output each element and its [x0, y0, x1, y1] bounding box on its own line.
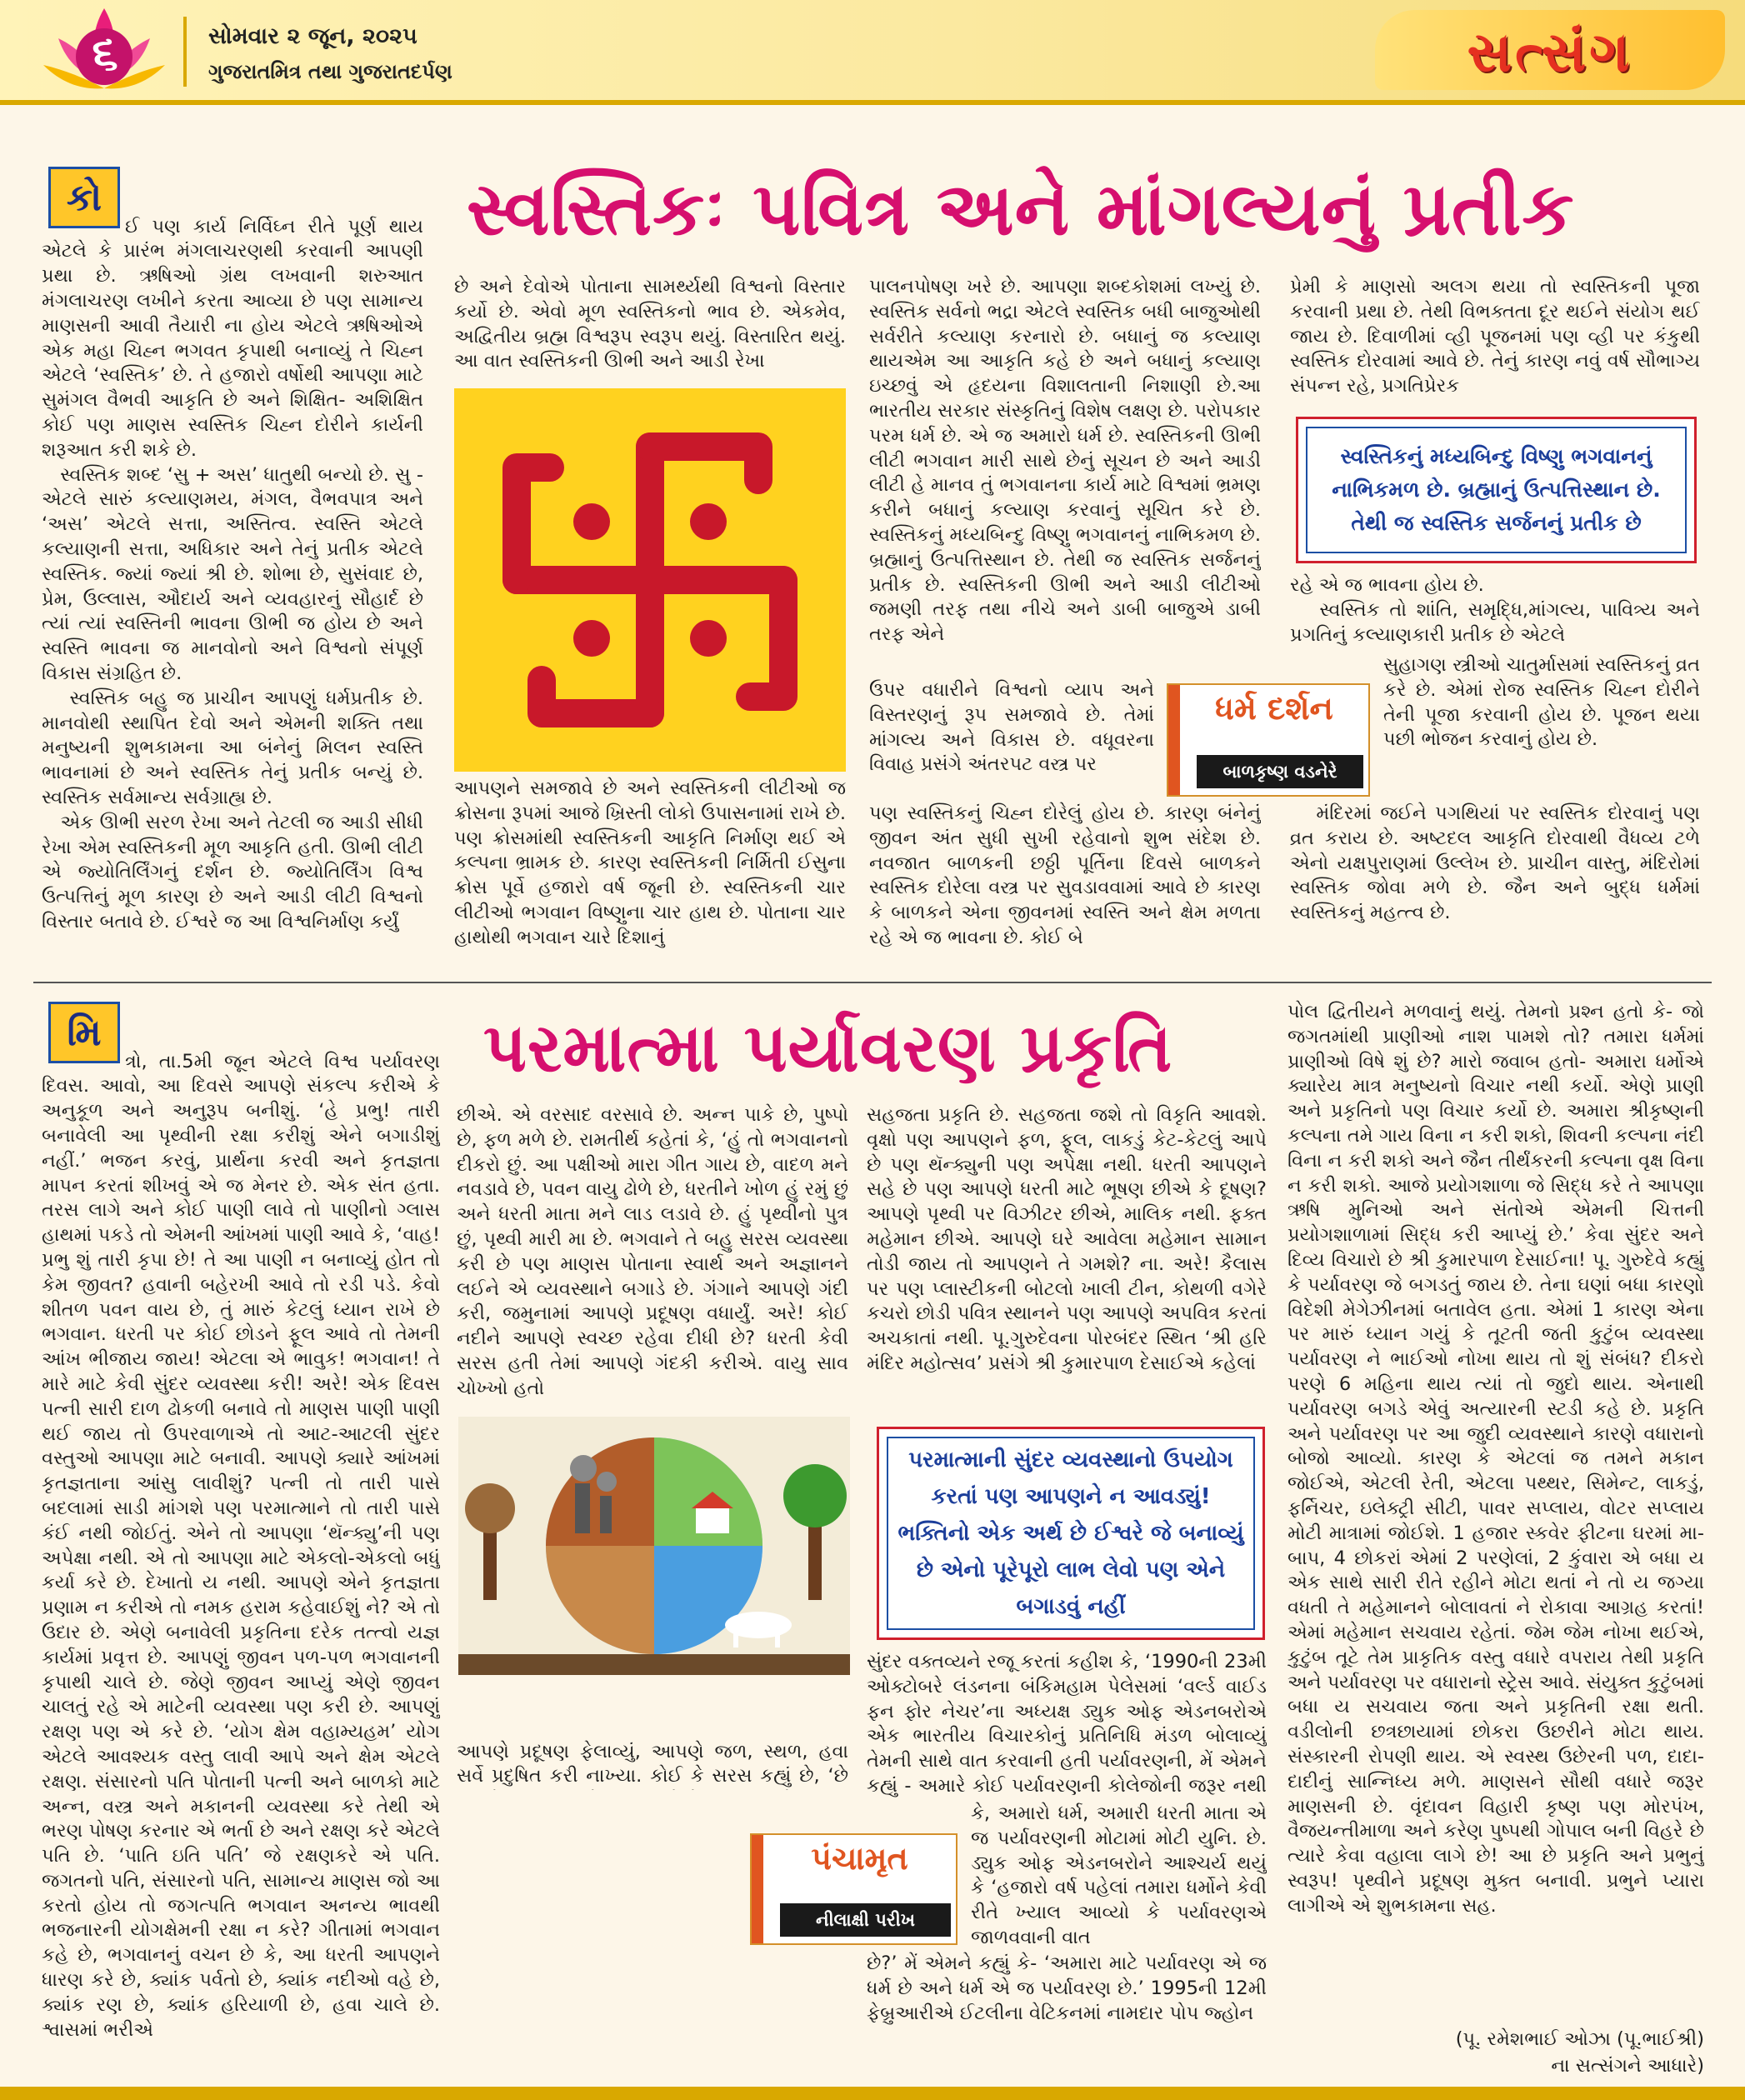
column-name: પંચામૃત	[811, 1840, 908, 1877]
pull-quote-text: પરમાત્માની સુંદર વ્યવસ્થાનો ઉપયોગ કરતાં પણ આપણને ન આવડ્યું! ભક્તિનો એક અર્થ છે ઈશ્વરે જે બનાવ્યું છે એનો પૂરેપૂરો લાભ લેવો પણ એને બગાડવું નહીં	[887, 1437, 1255, 1630]
article1-col1-text: ઈ પણ કાર્ય નિર્વિઘ્ન રીતે પૂર્ણ થાય એટલે કે પ્રારંભ મંગલાચરણથી કરવાની આપણી પ્રથા છે. ઋષિઓ ગ્રંથ લખવાની શરુઆત મંગલાચરણ લખીને કરતા આવ્યા છે પણ સામાન્ય માણસની આવી તૈયારી ના હોય એટલે ઋષિઓએ એક મહા ચિહ્ન ભગવત કૃપાથી બનાવ્યું તે ચિહ્ન એટલે ‘સ્વસ્તિક’ છે. તે હજારો વર્ષોથી આપણા માટે સુમંગલ વૈભવી આકૃતિ છે અને શિક્ષિત- અશિક્ષિત કોઈ પણ માણસ સ્વસ્તિક ચિહ્ન દોરીને કાર્યની શરૂઆત કરી શકે છે. સ્વસ્તિક શબ્દ ‘સુ + અસ’ ધાતુથી બન્યો છે. સુ - એટલે સારું કલ્યાણમય, મંગલ, વૈભવપાત્ર અને ‘અસ’ એટલે સત્તા, અસ્તિત્વ. સ્વસ્તિ એટલે કલ્યાણની સત્તા, અધિકાર અને તેનું પ્રતીક એટલે સ્વસ્તિક. જ્યાં જ્યાં શ્રી છે. શોભા છે, સુસંવાદ છે, પ્રેમ, ઉલ્લાસ, ઔદાર્ય અને વ્યવહારનું સૌહાર્દ છે ત્યાં ત્યાં સ્વસ્તિની ભાવના ઊભી જ હોય છે અને સ્વસ્તિ ભાવના જ માનવોનો અને વિશ્વનો સંપૂર્ણ વિકાસ સંગ્રહિત છે. સ્વસ્તિક બહુ જ પ્રાચીન આપણું ધર્મપ્રતીક છે. માનવોથી સ્થાપિત દેવો અને એમની શક્તિ તથા મનુષ્યની શુભકામના આ બંનેનું મિલન સ્વસ્તિ ભાવનામાં છે અને સ્વસ્તિક તેનું પ્રતીક બન્યું છે. સ્વસ્તિક સર્વમાન્ય સર્વગ્રાહ્ય છે. એક ઊભી સરળ રેખા અને તેટલી જ આડી સીધી રેખા એમ સ્વસ્તિકની મૂળ આકૃતિ હતી. ઊભી લીટી એ જ્યોતિર્લિંગનું દર્શન છે. જ્યોતિર્લિંગ વિશ્વ ઉત્પત્તિનું મૂળ કારણ છે અને આડી લીટી વિશ્વનો વિસ્તાર બતાવે છે. ઈશ્વરે જ આ વિશ્વનિર્માણ કર્યું	[42, 215, 423, 932]
signature-line2: ના સત્સંગને આધારે)	[1551, 2055, 1704, 2077]
article2-col2-bottom-a	[457, 1690, 848, 1790]
article2-col2-top: છીએ. એ વરસાદ વરસાવે છે. અન્ન પાકે છે, પુષ્પો છે, ફળ મળે છે. રામતીર્થ કહેતાં કે, ‘હું તો ભગવાનનો દીકરો છું. આ પક્ષીઓ મારા ગીત ગાય છે, વાદળ મને નવડાવે છે, પવન વાયુ ઢોળે છે, ધરતીને ખોળ હું રમું છું અને ધરતી માતા મને લાડ લડાવે છે. હું પૃથ્વીનો પુત્ર છું, પૃથ્વી મારી મા છે. ભગવાને તે બહુ સરસ વ્યવસ્થા કરી છે પણ માણસ પોતાના સ્વાર્થ અને અજ્ઞાનને લઈને એ વ્યવસ્થાને બગાડે છે. ગંગાને આપણે ગંદી કરી, જમુનામાં આપણે પ્રદૂષણ વધાર્યું. અરે! કોઈ નદીને આપણે સ્વચ્છ રહેવા દીધી છે? ધરતી કેવી સરસ હતી તેમાં આપણે ગંદકી કરીએ. વાયુ સાવ ચોખ્ખો હતો	[457, 1104, 848, 1399]
article2-col1	[42, 1000, 440, 2083]
badge-accent	[1168, 685, 1180, 795]
article1-col4-wrap: સુહાગણ સ્ત્રીઓ ચાતુર્માસમાં સ્વસ્તિકનું વ્રત કરે છે. એમાં રોજ સ્વસ્તિક ચિહ્ન દોરીને તેની પૂજા કરવાની હોય છે. પૂજન થયા પછી ભોજન કરવાનું હોય છે.	[1383, 654, 1700, 751]
article1-col2-top: છે અને દેવોએ પોતાના સામર્થ્યથી વિશ્વનો વિસ્તાર કર્યો છે. એવો મૂળ સ્વસ્તિકનો ભાવ છે. એકમેવ, અદ્વિતીય બ્રહ્મ વિશ્વરૂપ સ્વરૂપ થયું. વિસ્તારિત થયું. આ વાત સ્વસ્તિકની ઊભી અને આડી રેખા	[454, 276, 846, 372]
drop-cap-1: કો	[48, 167, 120, 228]
article1-col4-mid: રહે એ જ ભાવના હોય છે. સ્વસ્તિક તો શાંતિ, સમૃદ્ધિ,માંગલ્ય, પાવિત્ર્ય અને પ્રગતિનું કલ્યાણકારી પ્રતીક છે એટલે	[1290, 574, 1700, 646]
drop-cap-2: મિ	[48, 1002, 120, 1063]
article1-col4-top: પ્રેમી કે માણસો અલગ થયા તો સ્વસ્તિકની પૂજા કરવાની પ્રથા છે. તેથી વિભક્તતા દૂર થઈને સંયોગ થઈ જાય છે. દિવાળીમાં વ્હી પૂજનમાં પણ વ્હી પર કંકુથી સ્વસ્તિક દોરવામાં આવે છે. તેનું કારણ નવું વર્ષ સૌભાગ્ય સંપન્ન રહે, પ્રગતિપ્રેરક	[1290, 276, 1700, 398]
page-number: ૬	[92, 26, 118, 80]
article2-col1-text: ત્રો, તા.5મી જૂન એટલે વિશ્વ પર્યાવરણ દિવસ. આવો, આ દિવસે આપણે સંકલ્પ કરીએ કે અનુકૂળ અને અનુરૂપ બનીશું. ‘હે પ્રભુ! તારી બનાવેલી આ પૃથ્વીની રક્ષા કરીશું એને બગાડીશું નહીં.’ ભજન કરવું, પ્રાર્થના કરવી અને કૃતજ્ઞતા માપન કરતાં શીખવું એ જ મેનર છે. એક સંત હતા. તરસ લાગે અને કોઈ પાણી લાવે તો પાણીનો ગ્લાસ હાથમાં પકડે તો એમની આંખમાં પાણી આવે કે, ‘વાહ! પ્રભુ શું તારી કૃપા છે! તે આ પાણી ન બનાવ્યું હોત તો કેમ જીવત? હવાની બહેરખી આવે તો રડી પડે. કેવો શીતળ પવન વાય છે, તું મારું કેટલું ધ્યાન રાખે છે ભગવાન. ધરતી પર કોઈ છોડને ફૂલ આવે તો તેમની આંખ ભીજાય જાય! એટલા એ ભાવુક! ભગવાન! તે મારે માટે કેવી સુંદર વ્યવસ્થા કરી! અરે! એક દિવસ પત્ની સારી દાળ ઢોકળી બનાવે તો માણસ પાણી પાણી થઈ જાય તો ઉપરવાળાએ તો આટ-આટલી સુંદર વસ્તુઓ આપણા માટે બનાવી. આપણે ક્યારે આંખમાં કૃતજ્ઞતાના આંસુ લાવીશું? પત્ની તો તારી પાસે બદલામાં સાડી માંગશે પણ પરમાત્માને તો તારી પાસે કંઈ નથી જોઈતું. એને તો આપણા ‘થૅન્ક્યુ’ની પણ અપેક્ષા નથી. એ તો આપણા માટે એકલો-એકલો બધું કર્યા કરે છે. દેખાતો ય નથી. આપણે એને કૃતજ્ઞતા પ્રણામ ન કરીએ તો નમક હરામ કહેવાઈશું ને? એ તો ઉદાર છે. એણે બનાવેલી પ્રકૃતિના દરેક તત્ત્વો યજ્ઞ કાર્યમાં પ્રવૃત્ત છે. આપણું જીવન પળ-પળ ભગવાનની કૃપાથી ચાલે છે. જેણે જીવન આપ્યું એણે જીવન ચાલતું રહે એ માટેની વ્યવસ્થા પણ કરી છે. આપણું રક્ષણ પણ એ કરે છે. ‘યોગ ક્ષેમ વહામ્યહમ’ યોગ એટલે આવશ્યક વસ્તુ લાવી આપે અને ક્ષેમ એટલે રક્ષણ. સંસારનો પતિ પોતાની પત્ની અને બાળકો માટે અન્ન, વસ્ત્ર અને મકાનની વ્યવસ્થા કરે તેથી એ ભરણ પોષણ કરનાર એ ભર્તા છે અને રક્ષણ કરે એટલે પતિ છે. ‘પાતિ ઇતિ પતિ’ જે રક્ષણકરે એ પતિ. જગતનો પતિ, સંસારનો પતિ, સામાન્ય માણસ જો આ કરતો હોય તો જગત્પતિ ભગવાન અનન્ય ભાવથી ભજનારની યોગક્ષેમની રક્ષા ન કરે? ગીતામાં ભગવાન કહે છે, ભગવાનનું વચન છે કે, આ ધરતી આપણને ધારણ કરે છે, ક્યાંક પર્વતો છે, ક્યાંક નદીઓ વહે છે, ક્યાંક રણ છે, ક્યાંક હરિયાળી છે, હવા ચાલે છે. શ્વાસમાં ભરીએ	[42, 1050, 440, 2041]
article2-col3-top: સહજતા પ્રકૃતિ છે. સહજતા જશે તો વિકૃતિ આવશે. વૃક્ષો પણ આપણને ફળ, ફૂલ, લાકડું કેટ-કેટલું આપે છે પણ થૅન્ક્યુની પણ અપેક્ષા નથી. ધરતી આપણને સહે છે પણ આપણે ધરતી માટે ભૂષણ છીએ કે દૂષણ? આપણે પૃથ્વી પર વિઝીટર છીએ, માલિક નથી. ફક્ત મહેમાન છીએ. આપણે ઘરે આવેલા મહેમાન સામાન તોડી જાય તો આપણને તે ગમશે? ના. અરે! કૈલાસ પર પણ પ્લાસ્ટીકની બોટલો ખાલી ટીન, કોથળી વગેરે કચરો છોડી પવિત્ર સ્થાનને પણ આપણે અપવિત્ર કરતાં અચકાતાં નથી. પૂ.ગુરુદેવના પોરબંદર સ્થિત ‘શ્રી હરિ મંદિર મહોત્સવ’ પ્રસંગે શ્રી કુમારપાળ દેસાઈએ કહેલાં	[867, 1104, 1267, 1374]
article2-col2-bottom-text: આપણે પ્રદૂષણ ફેલાવ્યું, આપણે જળ, સ્થળ, હવા સર્વે પ્રદુષિત કરી નાખ્યા. કોઈ કે સરસ કહ્યું છે, ‘છે	[457, 1740, 848, 1788]
article1-col3-wrap: ઉપર વધારીને વિશ્વનો વ્યાપ અને વિસ્તરણનું રૂપ સમજાવે છે. તેમાં માંગલ્ય અને વિકાસ છે. વધૂવરના વિવાહ પ્રસંગે અંતરપટ વસ્ત્ર પર	[869, 679, 1154, 776]
article2-title: પરમાત્મા પર્યાવરણ પ્રકૃતિ	[483, 1009, 1173, 1087]
satsang-logo	[1375, 10, 1725, 100]
publication-line: ગુજરાતમિત્ર તથા ગુજરાતદર્પણ	[208, 60, 452, 83]
pull-quote-text: સ્વસ્તિકનું મધ્યબિન્દુ વિષ્ણુ ભગવાનનું નાભિકમળ છે. બ્રહ્માનું ઉત્પત્તિસ્થાન છે. તેથી જ સ્વસ્તિક સર્જનનું પ્રતીક છે	[1306, 427, 1687, 553]
article1-col2-bottom: આપણને સમજાવે છે અને સ્વસ્તિકની લીટીઓ જ ક્રોસના રૂપમાં આજે ખ્રિસ્તી લોકો ઉપાસનામાં રાખે છે. પણ ક્રોસમાંથી સ્વસ્તિકની આકૃતિ નિર્માણ થઈ એ કલ્પના ભ્રામક છે. કારણ સ્વસ્તિકની નિર્મિતી ઈસુના ક્રોસ પૂર્વે હજારો વર્ષ જૂની છે. સ્વસ્તિકની ચાર લીટીઓ ભગવાન વિષ્ણુના ચાર હાથ છે. પોતાના ચાર હાથોથી ભગવાન ચારે દિશાનું	[454, 778, 846, 948]
date-line: સોમવાર ૨ જૂન, ૨૦૨૫	[208, 23, 418, 49]
article1-col3-bottom: પણ સ્વસ્તિકનું ચિહ્ન દોરેલું હોય છે. કારણ બંનેનું જીવન અંત સુધી સુખી રહેવાનો શુભ સંદેશ છે. નવજાત બાળકની છઠ્ઠી પૂર્તિના દિવસે બાળકને સ્વસ્તિક દોરેલા વસ્ત્ર પર સુવડાવવામાં આવે છે કારણ કે બાળકને એના જીવનમાં સ્વસ્તિ અને ક્ષેમ મળતા રહે એ જ ભાવના છે. કોઈ બે	[869, 802, 1261, 948]
signature-line1: (પૂ. રમેશભાઈ ઓઝા (પૂ.ભાઈશ્રી)	[1455, 2028, 1704, 2050]
section-divider	[33, 982, 1712, 983]
article1-title: સ્વસ્તિકઃ પવિત્ર અને માંગલ્યનું પ્રતીક	[467, 166, 1575, 252]
column-name: ધર્મ દર્શન	[1215, 690, 1333, 727]
footer-strip	[0, 2087, 1745, 2100]
author-name: નીલાક્ષી પરીખ	[780, 1903, 951, 1937]
author-name: બાળકૃષ્ણ વડનેરે	[1197, 755, 1363, 788]
article2-col4: પોલ દ્વિતીયને મળવાનું થયું. તેમનો પ્રશ્ન હતો કે- જો જગતમાંથી પ્રાણીઓ નાશ પામશે તો? તમારા ધર્મમાં પ્રાણીઓ વિષે શું છે? મારો જવાબ હતો- અમારા ધર્મોએ ક્યારેય માત્ર મનુષ્યનો વિચાર નથી કર્યો. એણે પ્રાણી અને પ્રકૃતિનો પણ વિચાર કર્યો છે. અમારા શ્રીકૃષ્ણની કલ્પના તમે ગાય વિના ન કરી શકો, શિવની કલ્પના નંદી વિના ન કરી શકો અને જૈન તીર્થંકરની કલ્પના વૃક્ષ વિના ન કરી શકો. આજે પ્રયોગશાળા જે સિદ્ધ કરે તે આપણા ઋષિ મુનિઓ અને સંતોએ એમની ચિત્તની પ્રયોગશાળામાં સિદ્ધ કરી આપ્યું છે.’ કેવા સુંદર અને દિવ્ય વિચારો છે શ્રી કુમારપાળ દેસાઈના! પૂ. ગુરુદેવે કહ્યું કે પર્યાવરણ જે બગડતું જાય છે. તેના ઘણાં બધા કારણો વિદેશી મેગેઝીનમાં બતાવેલ હતા. એમાં 1 કારણ એના પર મારું ધ્યાન ગયું કે તૂટતી જતી કુટુંબ વ્યવસ્થા પર્યાવરણ ને ભાઈઓ નોખા થાય તો શું સંબંધ? દીકરો પરણે 6 મહિના થાય ત્યાં તો જુદો થાય. એનાથી પર્યાવરણ બગડે એવું અત્યારની સ્ટડી કહે છે. પ્રકૃતિ અને પર્યાવરણ પર આ જુદી વ્યવસ્થાને કારણે વધારાનો બોજો આવ્યો. કારણ કે એટલાં જ તમને મકાન જોઈએ, એટલી રેતી, એટલા પથ્થર, સિમેન્ટ, લાકડું, ફર્નિચર, ઇલેક્ટ્રી સીટી, પાવર સપ્લાય, વોટર સપ્લાય મોટી માત્રામાં જોઈશે. 1 હજાર સ્કવેર ફીટના ઘરમાં મા-બાપ, 4 છોકરાં એમાં 2 પરણેલાં, 2 કુંવારા એ બધા ય એક સાથે સારી રીતે રહીને મોટા થતાં ને તો ય જગ્યા વધતી તે મહેમાનને બોલાવતાં ને રોકાવા આગ્રહ કરતાં! એમાં મહેમાન સચવાય રહેતાં. જેમ જેમ નોખા થઈએ, કુટુંબ તૂટે તેમ પ્રાકૃતિક વસ્તુ વધારે વપરાય તેથી પ્રકૃતિ અને પર્યાવરણ પર વધારાનો સ્ટ્રેસ આવે. સંયુક્ત કુટુંબમાં બધા ય સચવાય જતા અને પ્રકૃતિની રક્ષા થતી. વડીલોની છત્રછાયામાં છોકરા ઉછરીને મોટા થાય. સંસ્કારની રોપણી થાય. એ સ્વસ્થ ઉછેરની પળ, દાદા-દાદીનું સાન્નિધ્ય મળે. માણસને સૌથી વધારે જરૂર માણસની છે. વૃંદાવન વિહારી કૃષ્ણ પણ મોરપંખ, વૈજયન્તીમાળા અને કરેણ પુષ્પથી ગોપાલ બની વિહરે છે ત્યારે કેવા વહાલા લાગે છે! આ છે પ્રકૃતિ અને પ્રભુનું સ્વરૂપ! પૃથ્વીને પ્રદૂષણ મુક્ત બનાવી. પ્રભુને પ્યારા લાગીએ એ શુભકામના સહ.	[1288, 1001, 1704, 1917]
article2-col3-wrap: કે, અમારો ધર્મ, અમારી ધરતી માતા એ જ પર્યાવરણની મોટામાં મોટી યુનિ. છે. ડ્યુક ઓફ એડનબરોને આશ્ચર્ય થયું કે ‘હજારો વર્ષ પહેલાં તમારા ધર્મોને કેવી રીતે ખ્યાલ આવ્યો કે પર્યાવરણએ જાળવવાની વાત	[971, 1802, 1267, 1948]
column-badge-panchamrut	[750, 1833, 958, 1945]
article2-col3-bottom: સુંદર વક્તવ્યને રજૂ કરતાં કહીશ કે, ‘1990ની 23મી ઓક્ટોબરે લંડનના બંકિમહામ પેલેસમાં ‘વર્લ્ડ વાઈડ ફન ફોર નેચર’ના અધ્યક્ષ ડ્યુક ઓફ એડનબરોએ એક ભારતીય વિચારકોનું પ્રતિનિધિ મંડળ બોલાવ્યું તેમની સાથે વાત કરવાની હતી પર્યાવરણની, મેં એમને કહ્યું - અમારે કોઈ પર્યાવરણની કોલેજોની જરૂર નથી	[867, 1651, 1267, 1797]
logo-text: સત્સંગ	[1467, 20, 1633, 84]
swastika-image	[454, 388, 846, 772]
environment-illustration	[458, 1417, 850, 1675]
article2-col3-end: છે?’ મેં એમને કહ્યું કે- ‘અમારા માટે પર્યાવરણ એ જ ધર્મ છે અને ધર્મ એ જ પર્યાવરણ છે.’ 1995ની 12મી ફેબ્રુઆરીએ ઈટલીના વેટિકનમાં નામદાર પોપ જ્હોન	[867, 1952, 1267, 2024]
article1-pull-quote	[1296, 417, 1697, 563]
page-header	[0, 0, 1745, 105]
article1-col3: પાલનપોષણ ખરે છે. આપણા શબ્દકોશમાં લખ્યું છે. સ્વસ્તિક સર્વનો ભદ્રા એટલે સ્વસ્તિક બધી બાજુઓથી સર્વરીતે કલ્યાણ કરનારો છે. બધાનું જ કલ્યાણ થાયએમ આ આકૃતિ કહે છે અને બધાનું કલ્યાણ ઇચ્છવું એ હૃદયના વિશાલતાની નિશાણી છે.આ ભારતીય સરકાર સંસ્કૃતિનું વિશેષ લક્ષણ છે. પરોપકાર પરમ ધર્મ છે. એ જ અમારો ધર્મ છે. સ્વસ્તિકની ઊભી લીટી ભગવાન મારી સાથે છેનું સૂચન છે અને આડી લીટી હે માનવ તું ભગવાનના કાર્ય માટે વિશ્વમાં ભ્રમણ કરીને બધાનું કલ્યાણ કરવાનું સૂચિત કરે છે. સ્વસ્તિકનું મધ્યબિન્દુ વિષ્ણુ ભગવાનનું નાભિકમળ છે. બ્રહ્માનું ઉત્પત્તિસ્થાન છે. તેથી જ સ્વસ્તિક સર્જનનું પ્રતીક છે. સ્વસ્તિકની ઊભી અને આડી લીટીઓ જમણી તરફ તથા નીચે અને ડાબી બાજુએ ડાબી તરફ એને	[869, 276, 1261, 646]
header-divider	[183, 17, 187, 87]
article1-col4-bottom: મંદિરમાં જઈને પગથિયાં પર સ્વસ્તિક દોરવાનું પણ વ્રત કરાય છે. અષ્ટદલ આકૃતિ દોરવાથી વૈધવ્ય ટળે એનો યક્ષપુરાણમાં ઉલ્લેખ છે. પ્રાચીન વાસ્તુ, મંદિરોમાં સ્વસ્તિક જોવા મળે છે. જૈન અને બુદ્ધ ધર્મમાં સ્વસ્તિકનું મહત્ત્વ છે.	[1290, 802, 1700, 924]
article1-col1	[42, 165, 423, 957]
column-badge-dharma-darshan	[1167, 683, 1370, 797]
article2-pull-quote	[877, 1427, 1265, 1640]
badge-accent	[752, 1835, 763, 1943]
